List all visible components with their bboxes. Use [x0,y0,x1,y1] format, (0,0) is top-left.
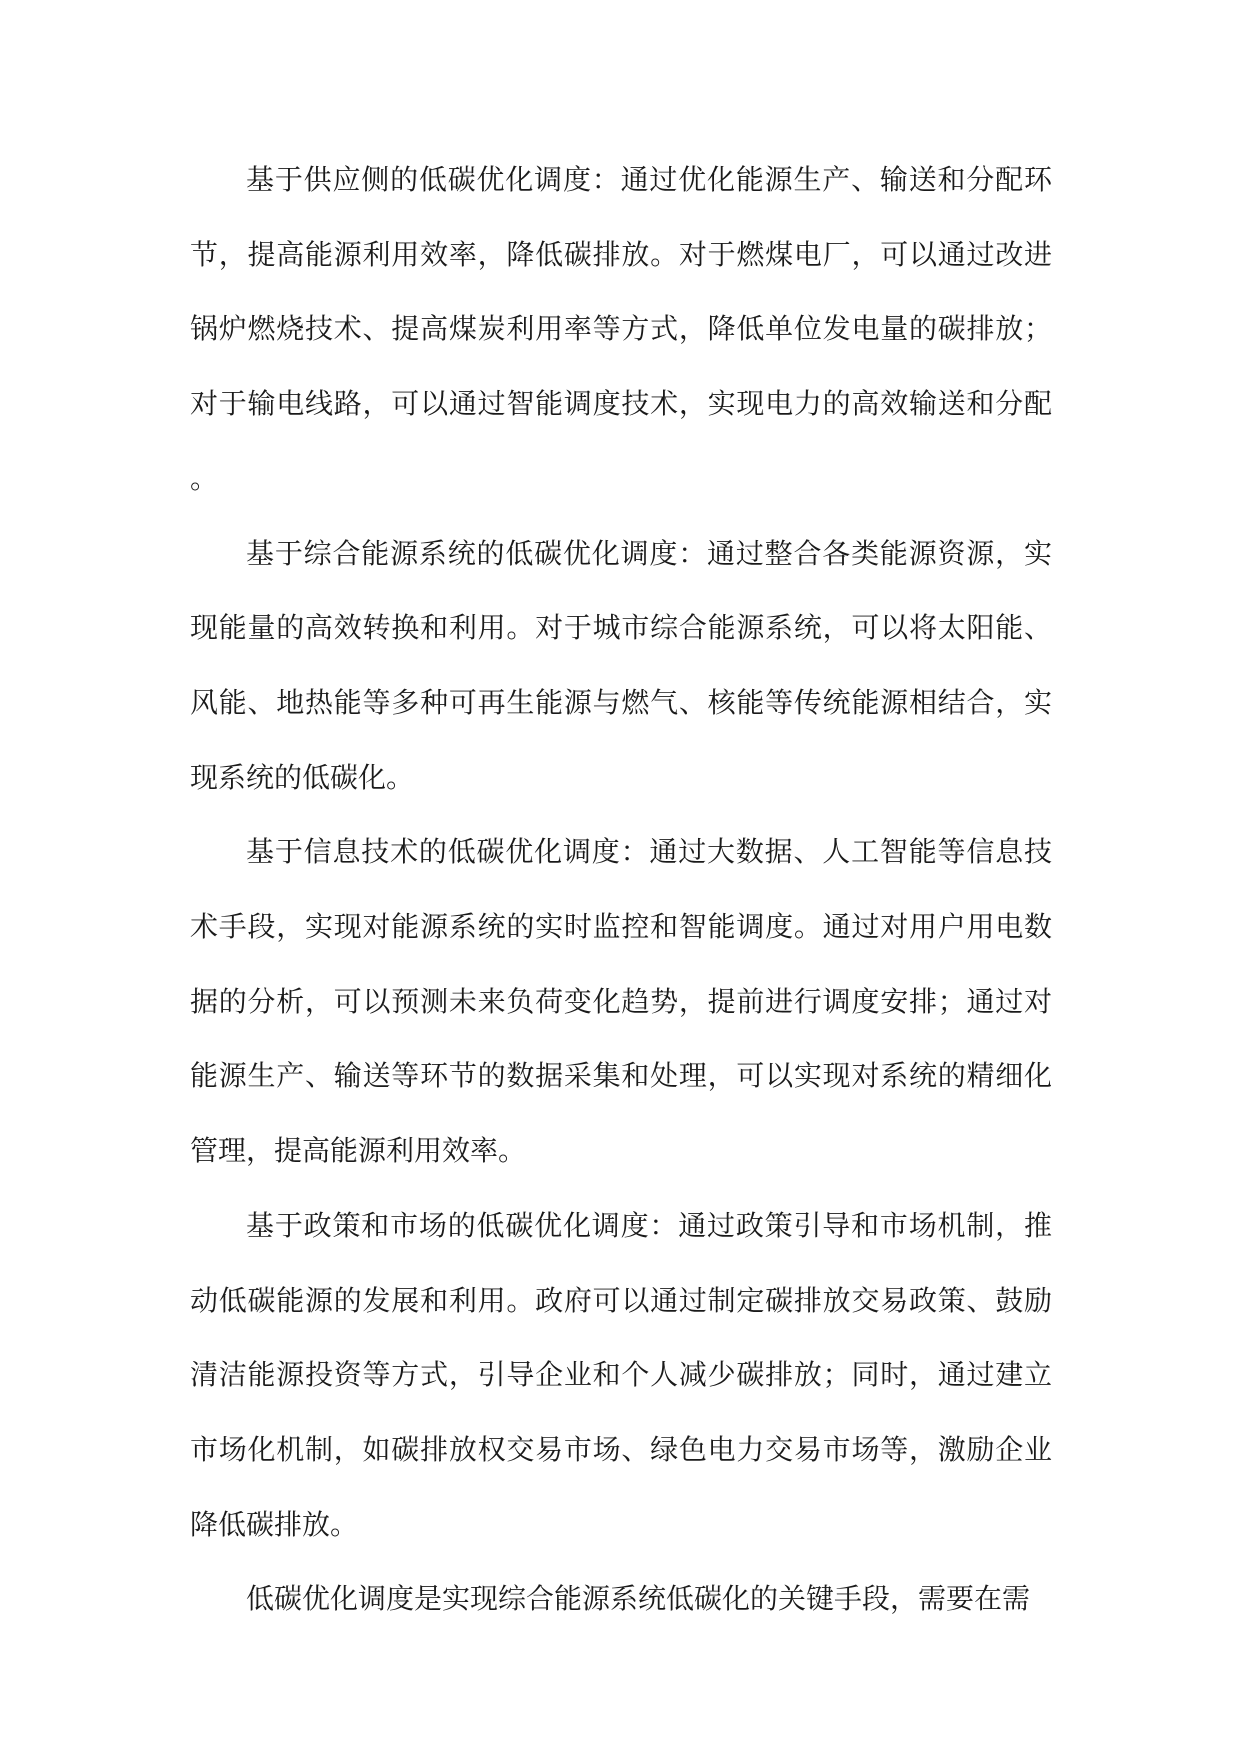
body-text [190,143,1052,1637]
paragraph-policy-and-market: 基于政策和市场的低碳优化调度：通过政策引导和市场机制，推动低碳能源的发展和利用。政府可以通过制定碳排放交易政策、鼓励清洁能源投资等方式，引导企业和个人减少碳排放；同时，通过建立市场化机制，如碳排放权交易市场、绿色电力交易市场等，激励企业降低碳排放。 [190,1208,1052,1541]
paragraph-supply-side: 基于供应侧的低碳优化调度：通过优化能源生产、输送和分配环节，提高能源利用效率，降低碳排放。对于燃煤电厂，可以通过改进锅炉燃烧技术、提高煤炭利用率等方式，降低单位发电量的碳排放；对于输电线路，可以通过智能调度技术，实现电力的高效输送和分配。 [190,163,1052,495]
paragraph-integrated-energy-system: 基于综合能源系统的低碳优化调度：通过整合各类能源资源，实现能量的高效转换和利用。对于城市综合能源系统，可以将太阳能、风能、地热能等多种可再生能源与燃气、核能等传统能源相结合，实现系统的低碳化。 [190,536,1052,794]
paragraph-conclusion: 低碳优化调度是实现综合能源系统低碳化的关键手段，需要在需 [246,1582,1031,1616]
paragraph-information-technology: 基于信息技术的低碳优化调度：通过大数据、人工智能等信息技术手段，实现对能源系统的实时监控和智能调度。通过对用户用电数据的分析，可以预测未来负荷变化趋势，提前进行调度安排；通过对能源生产、输送等环节的数据采集和处理，可以实现对系统的精细化管理，提高能源利用效率。 [190,835,1052,1168]
